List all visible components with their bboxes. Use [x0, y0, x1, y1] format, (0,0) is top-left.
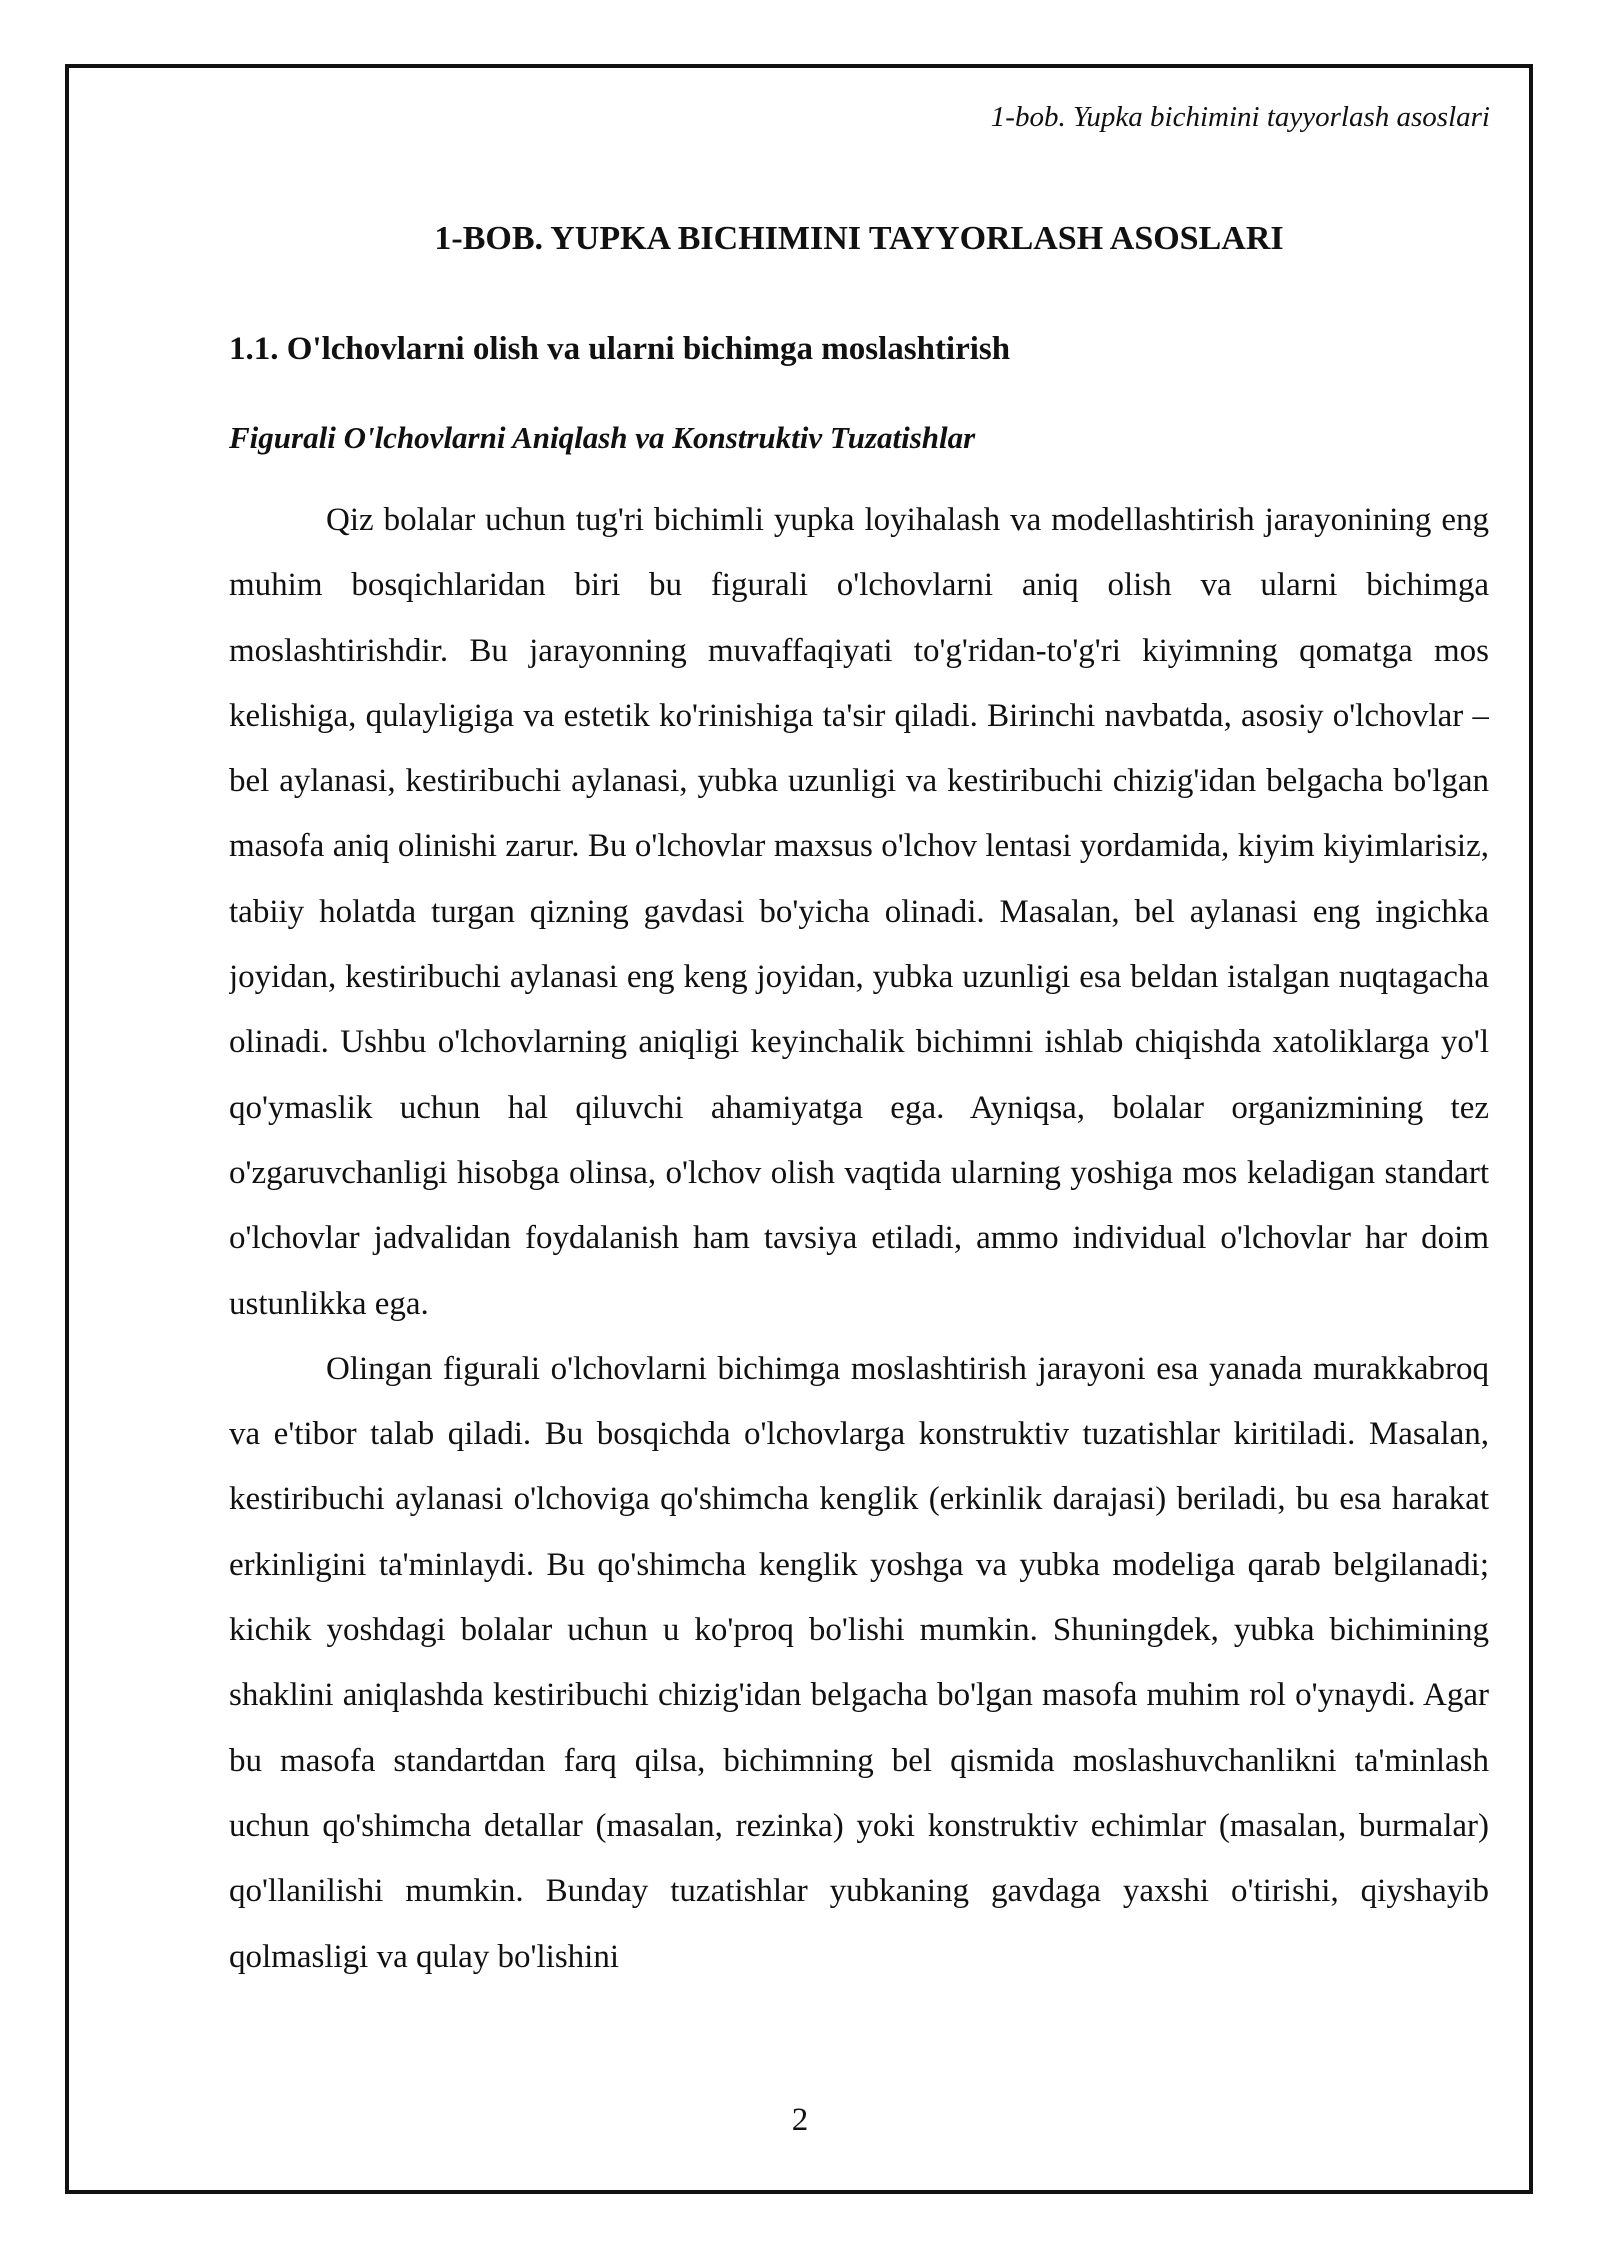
- body-text: [229, 488, 1489, 2106]
- body-paragraph: Qiz bolalar uchun tug'ri bichimli yupka loyihalash va modellashtirish jarayonining eng muhim bosqichlaridan biri bu figurali o'lchovlarni aniq olish va ularni bichimga moslashtirishdir. Bu jarayonning muvaffaqiyati to'g'ridan-to'g'ri kiyimning qomatga mos kelishiga, qulayligiga va estetik ko'rinishiga ta'sir qiladi. Birinchi navbatda, asosiy o'lchovlar – bel aylanasi, kestiribuchi aylanasi, yubka uzunligi va kestiribuchi chizig'idan belgacha bo'lgan masofa aniq olinishi zarur. Bu o'lchovlar maxsus o'lchov lentasi yordamida, kiyim kiyimlarisiz, tabiiy holatda turgan qizning gavdasi bo'yicha olinadi. Masalan, bel aylanasi eng ingichka joyidan, kestiribuchi aylanasi eng keng joyidan, yubka uzunligi esa beldan istalgan nuqtagacha olinadi. Ushbu o'lchovlarning aniqligi keyinchalik bichimni ishlab chiqishda xatoliklarga yo'l qo'ymaslik uchun hal qiluvchi ahamiyatga ega. Ayniqsa, bolalar organizmining tez o'zgaruvchanligi hisobga olinsa, o'lchov olish vaqtida ularning yoshiga mos keladigan standart o'lchovlar jadvalidan foydalanish ham tavsiya etiladi, ammo individual o'lchovlar har doim ustunlikka ega.: [229, 502, 1489, 1322]
- running-header: 1-bob. Yupka bichimini tayyorlash asoslari: [990, 101, 1490, 133]
- subsection-title: Figurali O'lchovlarni Aniqlash va Konstruktiv Tuzatishlar: [229, 420, 976, 455]
- section-title: 1.1. O'lchovlarni olish va ularni bichimga moslashtirish: [229, 331, 1011, 367]
- chapter-title: 1-BOB. YUPKA BICHIMINI TAYYORLASH ASOSLARI: [434, 220, 1284, 257]
- page-number: 2: [791, 2102, 809, 2138]
- body-paragraph: Olingan figurali o'lchovlarni bichimga moslashtirish jarayoni esa yanada murakkabroq va e'tibor talab qiladi. Bu bosqichda o'lchovlarga konstruktiv tuzatishlar kiritiladi. Masalan, kestiribuchi aylanasi o'lchoviga qo'shimcha kenglik (erkinlik darajasi) beriladi, bu esa harakat erkinligini ta'minlaydi. Bu qo'shimcha kenglik yoshga va yubka modeliga qarab belgilanadi; kichik yoshdagi bolalar uchun u ko'proq bo'lishi mumkin. Shuningdek, yubka bichimining shaklini aniqlashda kestiribuchi chizig'idan belgacha bo'lgan masofa muhim rol o'ynaydi. Agar bu masofa standartdan farq qilsa, bichimning bel qismida moslashuvchanlikni ta'minlash uchun qo'shimcha detallar (masalan, rezinka) yoki konstruktiv echimlar (masalan, burmalar) qo'llanilishi mumkin. Bunday tuzatishlar yubkaning gavdaga yaxshi o'tirishi, qiyshayib qolmasligi va qulay bo'lishini: [229, 1350, 1489, 1975]
